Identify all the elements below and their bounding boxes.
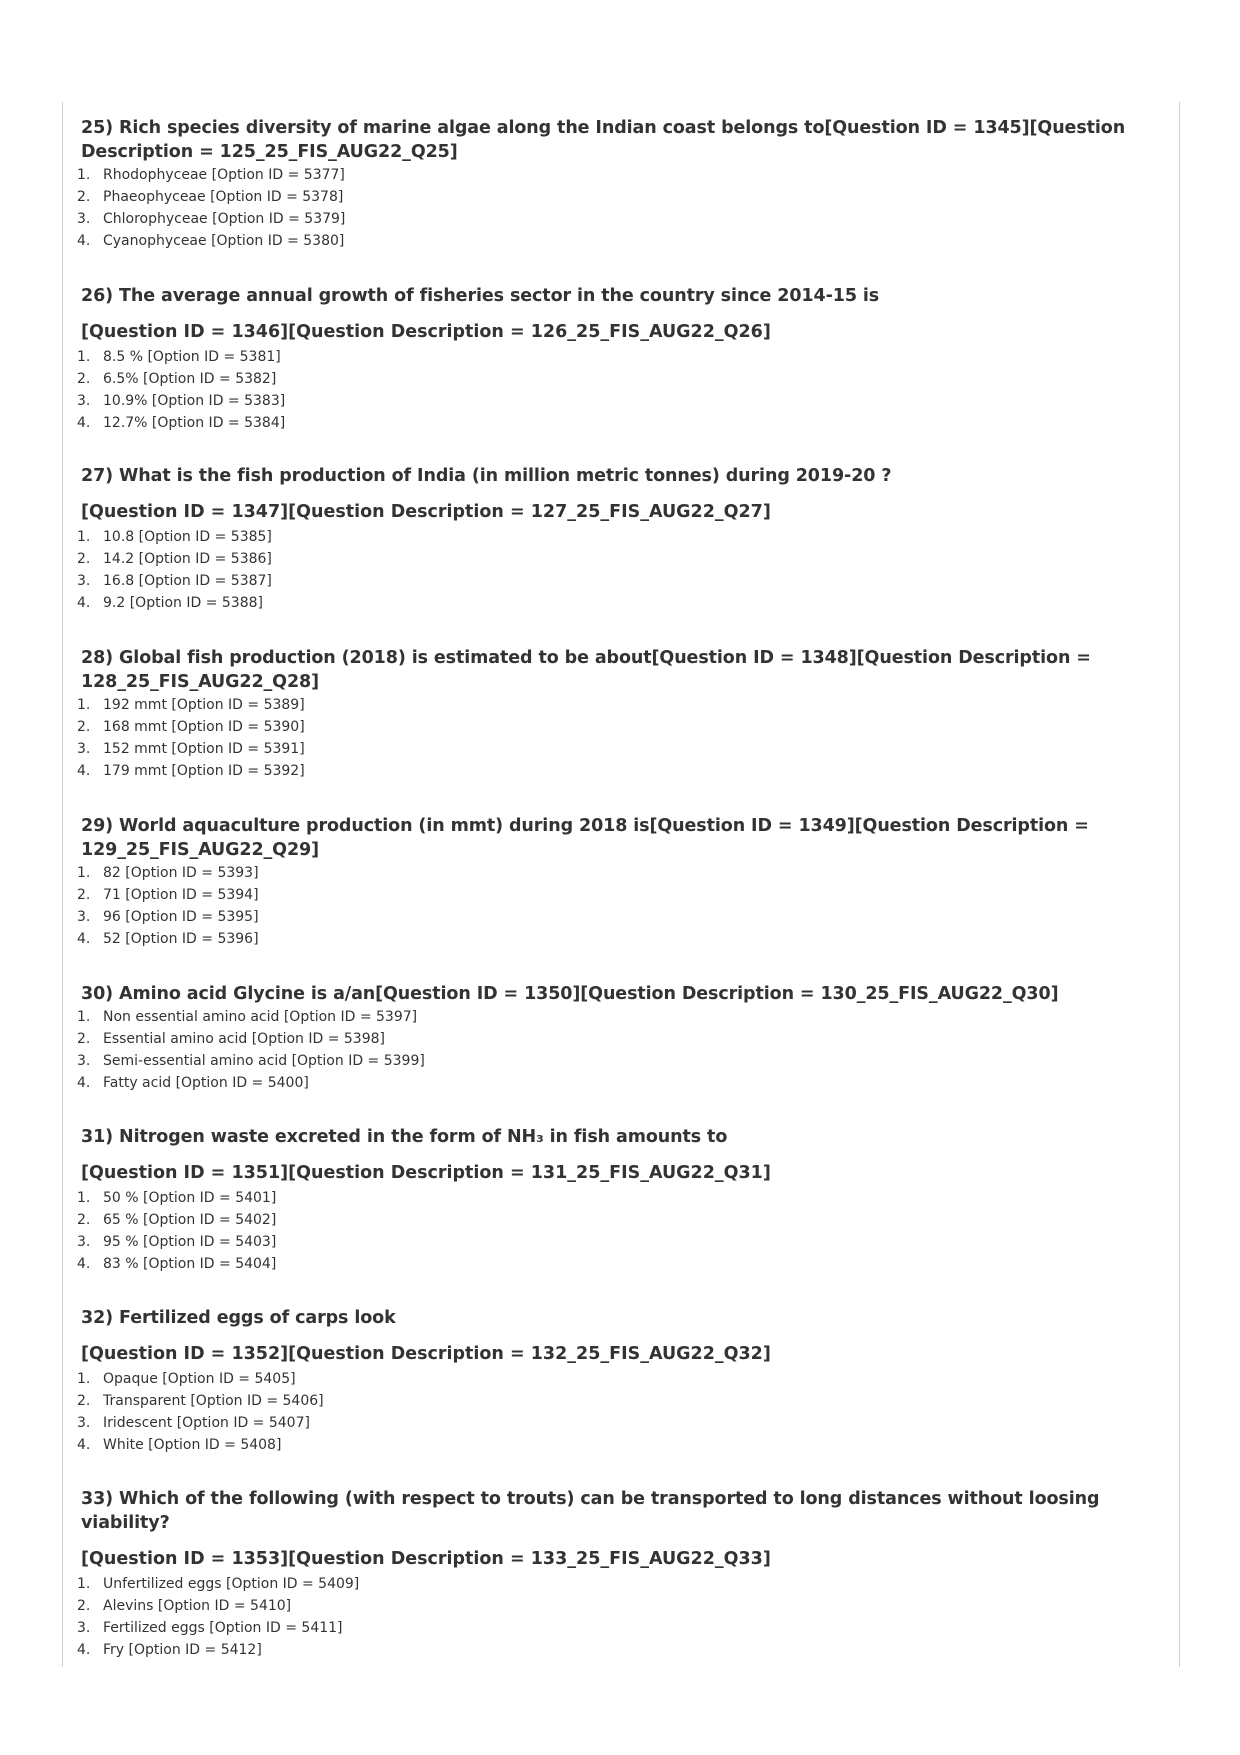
option-list <box>63 164 1173 252</box>
option-4: 4. 83 % [Option ID = 5404] <box>77 1256 277 1272</box>
question-29 <box>63 814 1173 950</box>
option-2: 2. 65 % [Option ID = 5402] <box>77 1212 277 1228</box>
option-3: 3. Iridescent [Option ID = 5407] <box>77 1415 310 1431</box>
option-3: 3. Chlorophyceae [Option ID = 5379] <box>77 211 346 227</box>
question-title: 31) Nitrogen waste excreted in the form of NH₃ in fish amounts to <box>81 1127 728 1147</box>
option-3: 3. 152 mmt [Option ID = 5391] <box>77 741 305 757</box>
option-2: 2. Phaeophyceae [Option ID = 5378] <box>77 189 344 205</box>
option-4: 4. 9.2 [Option ID = 5388] <box>77 595 263 611</box>
question-27 <box>63 464 1173 614</box>
option-4: 4. Fry [Option ID = 5412] <box>77 1642 262 1658</box>
question-28 <box>63 646 1173 782</box>
question-title: 25) Rich species diversity of marine algae along the Indian coast belongs to[Question ID = 1345][Question Description = 125_25_FIS_AUG22_Q25] <box>81 118 1126 162</box>
option-list <box>63 862 1173 950</box>
option-3: 3. Semi-essential amino acid [Option ID = 5399] <box>77 1053 425 1069</box>
question-30 <box>63 982 1173 1094</box>
option-1: 1. Opaque [Option ID = 5405] <box>77 1371 296 1387</box>
option-1: 1. Unfertilized eggs [Option ID = 5409] <box>77 1576 360 1592</box>
question-id-line: [Question ID = 1353][Question Description = 133_25_FIS_AUG22_Q33] <box>81 1549 771 1569</box>
question-id-line: [Question ID = 1347][Question Description = 127_25_FIS_AUG22_Q27] <box>81 502 771 522</box>
option-2: 2. Essential amino acid [Option ID = 5398] <box>77 1031 385 1047</box>
option-4: 4. Fatty acid [Option ID = 5400] <box>77 1075 309 1091</box>
question-title: 29) World aquaculture production (in mmt) during 2018 is[Question ID = 1349][Question Description = 129_25_FIS_AUG22_Q29] <box>81 816 1089 860</box>
option-2: 2. 71 [Option ID = 5394] <box>77 887 259 903</box>
page-frame <box>62 102 1180 1667</box>
option-2: 2. 168 mmt [Option ID = 5390] <box>77 719 305 735</box>
question-25 <box>63 116 1173 252</box>
option-list <box>63 694 1173 782</box>
option-list <box>63 1368 1173 1456</box>
option-4: 4. 12.7% [Option ID = 5384] <box>77 415 286 431</box>
option-1: 1. 50 % [Option ID = 5401] <box>77 1190 277 1206</box>
question-title: 33) Which of the following (with respect to trouts) can be transported to long distances without loosing viability? <box>81 1489 1100 1533</box>
option-1: 1. 10.8 [Option ID = 5385] <box>77 529 272 545</box>
option-list <box>63 1006 1173 1094</box>
option-4: 4. 52 [Option ID = 5396] <box>77 931 259 947</box>
option-1: 1. Non essential amino acid [Option ID = 5397] <box>77 1009 418 1025</box>
question-title: 27) What is the fish production of India (in million metric tonnes) during 2019-20 ? <box>81 466 892 486</box>
option-1: 1. 192 mmt [Option ID = 5389] <box>77 697 305 713</box>
option-2: 2. Alevins [Option ID = 5410] <box>77 1598 292 1614</box>
option-4: 4. Cyanophyceae [Option ID = 5380] <box>77 233 345 249</box>
question-title: 32) Fertilized eggs of carps look <box>81 1308 396 1328</box>
option-list <box>63 526 1173 614</box>
option-1: 1. 8.5 % [Option ID = 5381] <box>77 349 281 365</box>
question-id-line: [Question ID = 1351][Question Description = 131_25_FIS_AUG22_Q31] <box>81 1163 771 1183</box>
option-3: 3. 96 [Option ID = 5395] <box>77 909 259 925</box>
question-title: 28) Global fish production (2018) is estimated to be about[Question ID = 1348][Question Description = 128_25_FIS_AUG22_Q28] <box>81 648 1091 692</box>
question-title: 30) Amino acid Glycine is a/an[Question ID = 1350][Question Description = 130_25_FIS_AUG22_Q30] <box>81 984 1059 1004</box>
option-list <box>63 1573 1173 1661</box>
option-2: 2. 6.5% [Option ID = 5382] <box>77 371 277 387</box>
option-3: 3. 16.8 [Option ID = 5387] <box>77 573 272 589</box>
option-3: 3. Fertilized eggs [Option ID = 5411] <box>77 1620 343 1636</box>
option-2: 2. 14.2 [Option ID = 5386] <box>77 551 272 567</box>
option-4: 4. 179 mmt [Option ID = 5392] <box>77 763 305 779</box>
option-list <box>63 1187 1173 1275</box>
option-1: 1. Rhodophyceae [Option ID = 5377] <box>77 167 345 183</box>
question-33 <box>63 1487 1173 1661</box>
option-3: 3. 95 % [Option ID = 5403] <box>77 1234 277 1250</box>
option-4: 4. White [Option ID = 5408] <box>77 1437 282 1453</box>
option-list <box>63 346 1173 434</box>
option-3: 3. 10.9% [Option ID = 5383] <box>77 393 286 409</box>
question-26 <box>63 284 1173 434</box>
question-31 <box>63 1125 1173 1275</box>
option-1: 1. 82 [Option ID = 5393] <box>77 865 259 881</box>
question-32 <box>63 1306 1173 1456</box>
question-title: 26) The average annual growth of fisheries sector in the country since 2014-15 is <box>81 286 880 306</box>
question-id-line: [Question ID = 1346][Question Description = 126_25_FIS_AUG22_Q26] <box>81 322 771 342</box>
option-2: 2. Transparent [Option ID = 5406] <box>77 1393 324 1409</box>
question-id-line: [Question ID = 1352][Question Description = 132_25_FIS_AUG22_Q32] <box>81 1344 771 1364</box>
